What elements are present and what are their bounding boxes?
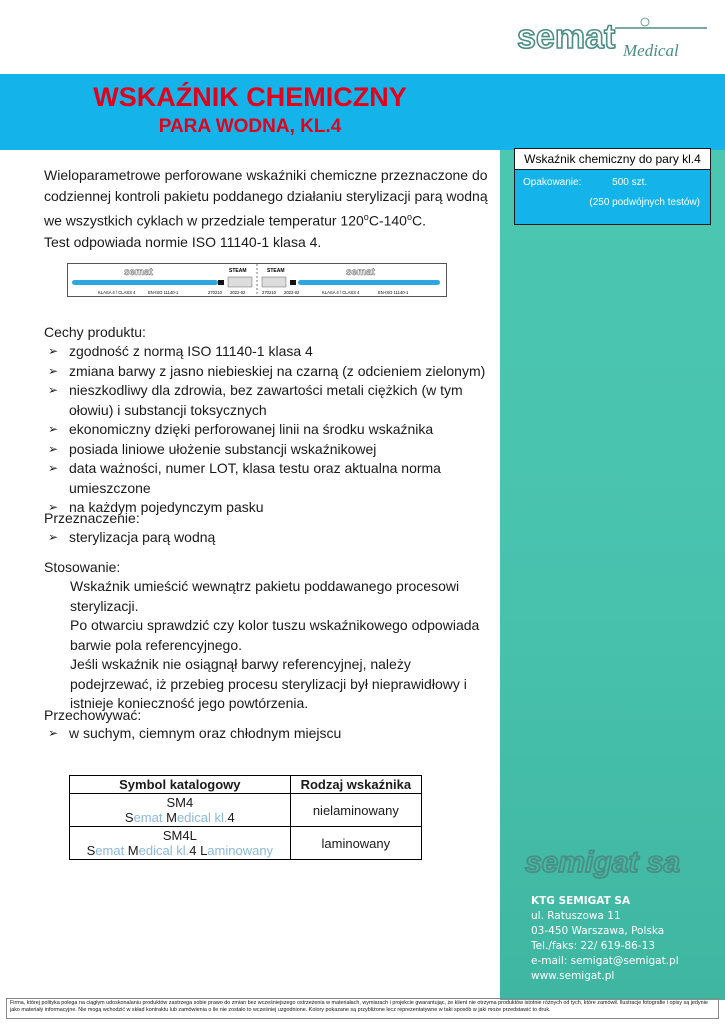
list-item: ➢ sterylizacja parą wodną bbox=[48, 528, 488, 548]
arrow-bullet-icon: ➢ bbox=[48, 383, 59, 397]
title-banner-extension bbox=[500, 74, 725, 150]
usage-text bbox=[70, 577, 495, 714]
indicator-type-cell: laminowany bbox=[290, 827, 421, 860]
indicator-type-cell: nielaminowany bbox=[290, 794, 421, 827]
info-box-heading: Wskaźnik chemiczny do pary kl.4 bbox=[515, 149, 710, 170]
list-item: ➢ nieszkodliwy dla zdrowia, bez zawartości metali ciężkich (w tym ołowiu) i substancji toksycznych bbox=[48, 382, 463, 418]
packaging-row bbox=[515, 177, 710, 188]
svg-text:semat: semat bbox=[124, 267, 153, 278]
usage-paragraph: Jeśli wskaźnik nie osiągnął barwy referencyjnej, należy podejrzewać, iż przebieg procesu sterylizacji był nieprawidłowy i istnieje konieczność jego powtórzenia. bbox=[70, 656, 467, 711]
email: e-mail: semigat@semigat.pl bbox=[531, 955, 679, 967]
arrow-bullet-icon: ➢ bbox=[48, 363, 59, 378]
semigat-logo bbox=[523, 842, 713, 882]
footer-disclaimer: Firma, której polityka polega na ciągłym udoskonalaniu produktów zastrzega sobie prawo do zmian bez wcześniejszego ostrzeżenia w materiałach, wymiarach i projekcie gwarantując, że klient nie otrzyma produktów istotnie różnych od tych, które zamówił. Ilustracje fotografie i opisy są jedynie jako materiały informacyjne. Nie mogą wchodzić w skład kontraktu lub zamówienia o ile nie zostało to wcześniej uzgodnione. Kolory pokazane są przybliżone lecz reprezentatywne w taki sposób w jaki może przedstawić to druk. bbox=[6, 998, 719, 1019]
arrow-bullet-icon: ➢ bbox=[48, 344, 59, 358]
svg-text:2022-02: 2022-02 bbox=[284, 290, 300, 295]
semat-medical-logo bbox=[515, 14, 715, 64]
list-item: ➢ ekonomiczny dzięki perforowanej linii na środku wskaźnika bbox=[48, 420, 488, 440]
features-label: Cechy produktu: bbox=[44, 324, 146, 340]
svg-text:270210: 270210 bbox=[262, 290, 276, 295]
arrow-bullet-icon: ➢ bbox=[48, 726, 59, 740]
list-item: ➢ zmiana barwy z jasno niebieskiej na czarną (z odcieniem zielonym) bbox=[48, 362, 488, 382]
svg-text:semigat sa: semigat sa bbox=[525, 846, 681, 879]
svg-text:Medical: Medical bbox=[623, 41, 679, 60]
list-item: ➢ na każdym pojedynczym pasku bbox=[48, 498, 488, 518]
features-list bbox=[48, 342, 488, 518]
purpose-list bbox=[48, 528, 488, 548]
arrow-bullet-icon: ➢ bbox=[48, 530, 59, 544]
company-name: KTG SEMIGAT SA bbox=[531, 895, 631, 907]
address-street: ul. Ratuszowa 11 bbox=[531, 910, 621, 922]
table-row bbox=[70, 794, 422, 827]
intro-line: Test odpowiada normie ISO 11140-1 klasa 4. bbox=[44, 233, 322, 250]
page-title: WSKAŹNIK CHEMICZNY bbox=[93, 82, 407, 112]
arrow-bullet-icon: ➢ bbox=[48, 422, 59, 436]
svg-text:semat: semat bbox=[517, 18, 616, 56]
svg-text:270210: 270210 bbox=[208, 290, 222, 295]
column-header: Rodzaj wskaźnika bbox=[290, 776, 421, 794]
list-item: ➢ zgodność z normą ISO 11140-1 klasa 4 bbox=[48, 342, 488, 362]
address-city: 03-450 Warszawa, Polska bbox=[531, 925, 665, 937]
usage-paragraph: Po otwarciu sprawdzić czy kolor tuszu wskaźnikowego odpowiada barwie pola referencyjnego. bbox=[70, 617, 480, 653]
svg-text:KLASA 4 / CLASS 4: KLASA 4 / CLASS 4 bbox=[322, 290, 360, 295]
page-subtitle: PARA WODNA, KL.4 bbox=[158, 116, 342, 137]
website: www.semigat.pl bbox=[531, 970, 615, 982]
column-header: Symbol katalogowy bbox=[70, 776, 291, 794]
usage-label: Stosowanie: bbox=[44, 559, 121, 575]
intro-line: codziennej kontroli pakietu poddanego działaniu sterylizacji parą wodną bbox=[44, 188, 488, 204]
usage-paragraph: Wskaźnik umieścić wewnątrz pakietu poddawanego procesowi sterylizacji. bbox=[70, 578, 460, 614]
intro-line: we wszystkich cyklach w przedziale temperatur 120$^o$C-140$^o$C. bbox=[44, 212, 426, 229]
packaging-note: (250 podwójnych testów) bbox=[589, 197, 700, 208]
list-item: ➢ data ważności, numer LOT, klasa testu oraz aktualna norma umieszczone bbox=[48, 460, 441, 496]
packaging-label: Opakowanie: bbox=[523, 177, 582, 188]
catalog-symbol-cell: SM4 Semat Medical kl.4 bbox=[70, 794, 291, 827]
storage-list bbox=[48, 724, 488, 744]
list-item: ➢ w suchym, ciemnym oraz chłodnym miejscu bbox=[48, 724, 488, 744]
table-header-row bbox=[70, 776, 422, 794]
svg-text:STEAM: STEAM bbox=[229, 268, 247, 274]
intro-line: Wieloparametrowe perforowane wskaźniki chemiczne przeznaczone do bbox=[44, 167, 488, 183]
company-address bbox=[531, 894, 679, 984]
svg-text:STEAM: STEAM bbox=[267, 268, 285, 274]
svg-text:KLASA 4 / CLASS 4: KLASA 4 / CLASS 4 bbox=[98, 290, 136, 295]
product-info-box bbox=[514, 148, 711, 225]
phone: Tel./faks: 22/ 619-86-13 bbox=[531, 940, 656, 952]
indicator-strip-image bbox=[67, 263, 447, 297]
table-row bbox=[70, 827, 422, 860]
packaging-value: 500 szt. bbox=[612, 177, 648, 188]
arrow-bullet-icon: ➢ bbox=[48, 441, 59, 456]
catalog-table bbox=[69, 775, 422, 860]
svg-text:semat: semat bbox=[346, 267, 375, 278]
list-item: ➢ posiada liniowe ułożenie substancji wskaźnikowej bbox=[48, 440, 488, 460]
svg-text:2022-02: 2022-02 bbox=[230, 290, 246, 295]
catalog-symbol-cell: SM4L Semat Medical kl.4 Laminowany bbox=[70, 827, 291, 860]
arrow-bullet-icon: ➢ bbox=[48, 500, 59, 514]
svg-text:EN-ISO 11140-1: EN-ISO 11140-1 bbox=[148, 290, 179, 295]
purpose-label: Przeznaczenie: bbox=[44, 510, 140, 526]
storage-label: Przechowywać: bbox=[44, 707, 142, 723]
intro-paragraph bbox=[44, 165, 489, 253]
svg-text:EN-ISO 11140-1: EN-ISO 11140-1 bbox=[378, 290, 409, 295]
arrow-bullet-icon: ➢ bbox=[48, 461, 59, 475]
